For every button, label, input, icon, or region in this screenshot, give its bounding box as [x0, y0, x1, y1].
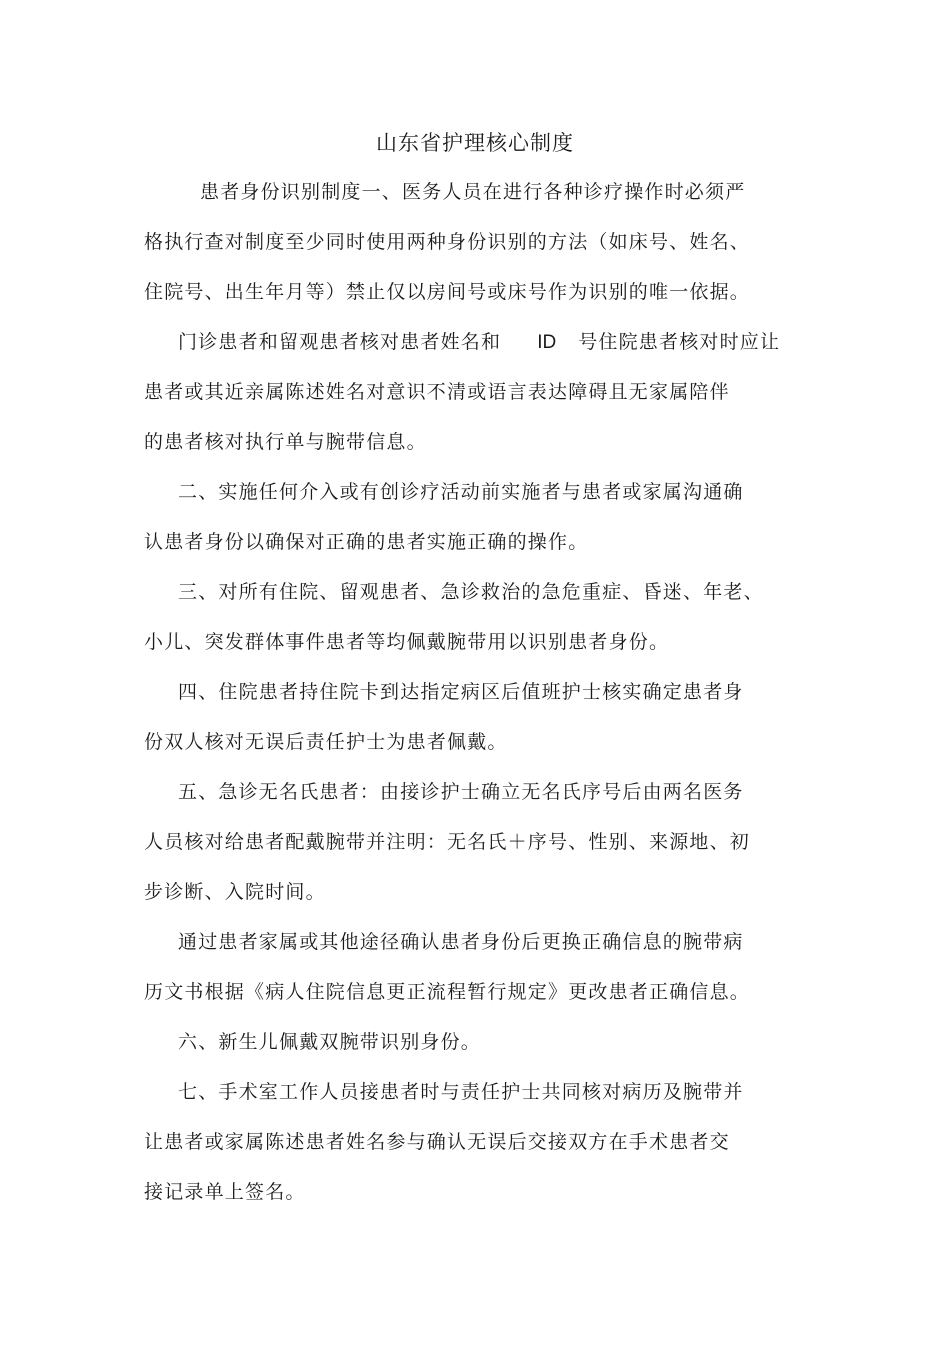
paragraph-line: 人员核对给患者配戴腕带并注明：无名氏＋序号、性别、来源地、初 [144, 831, 751, 853]
paragraph-line: 二、实施任何介入或有创诊疗活动前实施者与患者或家属沟通确 [178, 481, 744, 503]
paragraph-line: 小儿、突发群体事件患者等均佩戴腕带用以识别患者身份。 [144, 631, 670, 653]
paragraph-line: 历文书根据《病人住院信息更正流程暂行规定》更改患者正确信息。 [144, 981, 751, 1003]
paragraph-line: 三、对所有住院、留观患者、急诊救治的急危重症、昏迷、年老、 [178, 581, 764, 603]
paragraph-line: 步诊断、入院时间。 [144, 881, 326, 903]
paragraph-line-part: 门诊患者和留观患者核对患者姓名和 [178, 331, 502, 353]
paragraph-line: 患者或其近亲属陈述姓名对意识不清或语言表达障碍且无家属陪伴 [144, 381, 730, 403]
paragraph-line: 四、住院患者持住院卡到达指定病区后值班护士核实确定患者身 [178, 681, 744, 703]
paragraph-line: 七、手术室工作人员接患者时与责任护士共同核对病历及腕带并 [178, 1081, 744, 1103]
paragraph-line: 六、新生儿佩戴双腕带识别身份。 [178, 1031, 482, 1053]
paragraph-line: 认患者身份以确保对正确的患者实施正确的操作。 [144, 531, 589, 553]
paragraph-line: 患者身份识别制度一、医务人员在进行各种诊疗操作时必须严 [200, 181, 746, 203]
paragraph-line: 的患者核对执行单与腕带信息。 [144, 431, 427, 453]
id-text: ID [537, 332, 557, 353]
paragraph-line: 让患者或家属陈述患者姓名参与确认无误后交接双方在手术患者交 [144, 1131, 730, 1153]
paragraph-line: 份双人核对无误后责任护士为患者佩戴。 [144, 731, 508, 753]
paragraph-line: 接记录单上签名。 [144, 1181, 306, 1203]
document-title: 山东省护理核心制度 [376, 131, 574, 155]
paragraph-line [178, 328, 780, 357]
paragraph-line: 住院号、出生年月等）禁止仅以房间号或床号作为识别的唯一依据。 [144, 281, 751, 303]
paragraph-line: 通过患者家属或其他途径确认患者身份后更换正确信息的腕带病 [178, 931, 744, 953]
paragraph-line: 五、急诊无名氏患者：由接诊护士确立无名氏序号后由两名医务 [178, 781, 744, 803]
paragraph-line: 格执行查对制度至少同时使用两种身份识别的方法（如床号、姓名、 [144, 231, 751, 253]
paragraph-line-part: 号住院患者核对时应让 [578, 331, 781, 353]
